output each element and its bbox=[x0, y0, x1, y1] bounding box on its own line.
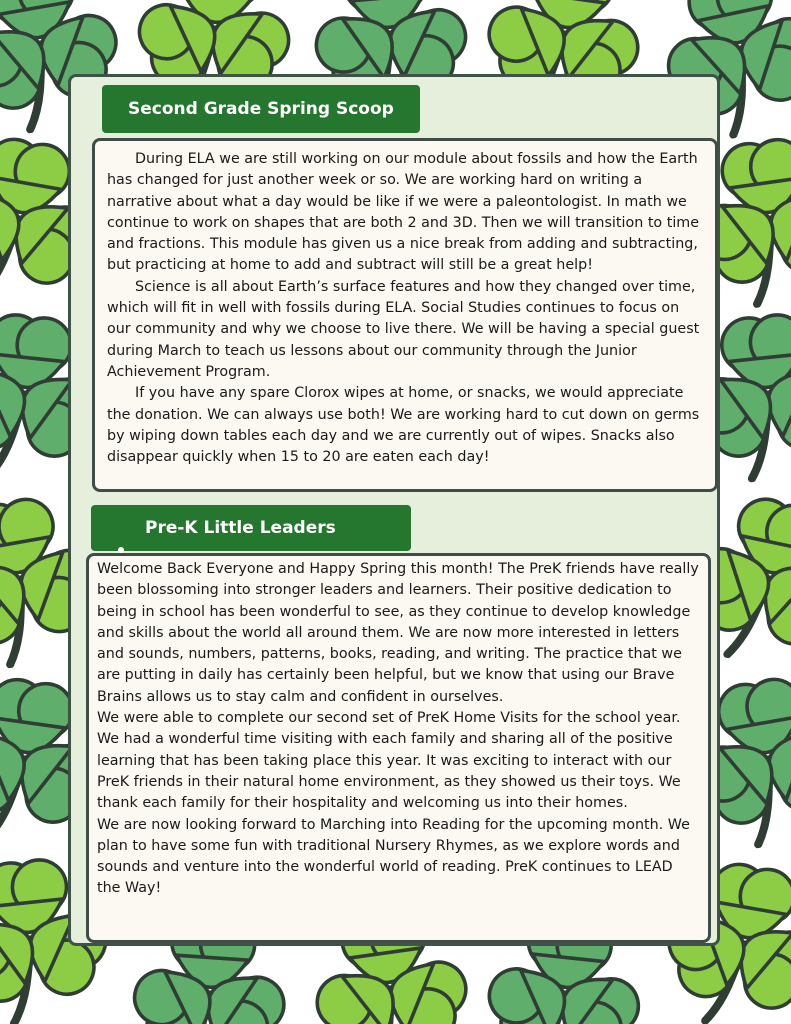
section-text-second-grade bbox=[92, 138, 718, 492]
paragraph: We are now looking forward to Marching into Reading for the upcoming month. We plan to have some fun with traditional Nursery Rhymes, as we explore words and sounds and venture into the wonderful world of reading. PreK continues to LEAD the Way! bbox=[97, 816, 690, 897]
paragraph: Science is all about Earth’s surface features and how they changed over time, which will fit in well with fossils during ELA. Social Studies continues to focus on our community and why we choose to live there. We will be having a special guest during March to teach us lessons about our community through the Junior Achievement Program. bbox=[107, 278, 700, 380]
paragraph: During ELA we are still working on our module about fossils and how the Earth has changed for just another week or so. We are working hard on writing a narrative about what a day would be like if we were a paleontologist. In math we continue to work on shapes that are both 2 and 3D. Then we will transition to time and fractions. This module has given us a nice break from adding and subtracting, but practicing at home to add and subtract will still be a great help! bbox=[107, 151, 700, 274]
paragraph: Welcome Back Everyone and Happy Spring this month! The PreK friends have really been blossoming into stronger leaders and learners. Their positive dedication to being in school has been wonderful to see, as they continue to develop knowledge and skills about the world all around them. We are now more interested in letters and sounds, numbers, patterns, books, reading, and writing. The practice that we are putting in daily has certainly been helpful, but we know that using our Brave Brains allows us to stay calm and confident in ourselves. bbox=[97, 561, 699, 705]
section-header-second-grade bbox=[102, 85, 420, 133]
section-title: Second Grade Spring Scoop bbox=[128, 98, 394, 119]
paragraph: We were able to complete our second set of PreK Home Visits for the school year. We had a wonderful time visiting with each family and sharing all of the positive learning that has been taking place this year. It was exciting to interact with our PreK friends in their natural home environment, as they showed us their toys. We thank each family for their hospitality and welcoming us into their homes. bbox=[97, 710, 681, 812]
section-header-pre-k bbox=[91, 505, 411, 551]
paragraph: If you have any spare Clorox wipes at home, or snacks, we would appreciate the donation. We can always use both! We are working hard to cut down on germs by wiping down tables each day and we are currently out of wipes. Snacks also disappear quickly when 15 to 20 are eaten each day! bbox=[107, 385, 700, 466]
section-title: Pre-K Little Leaders bbox=[145, 517, 336, 538]
section-text-pre-k bbox=[86, 553, 711, 943]
